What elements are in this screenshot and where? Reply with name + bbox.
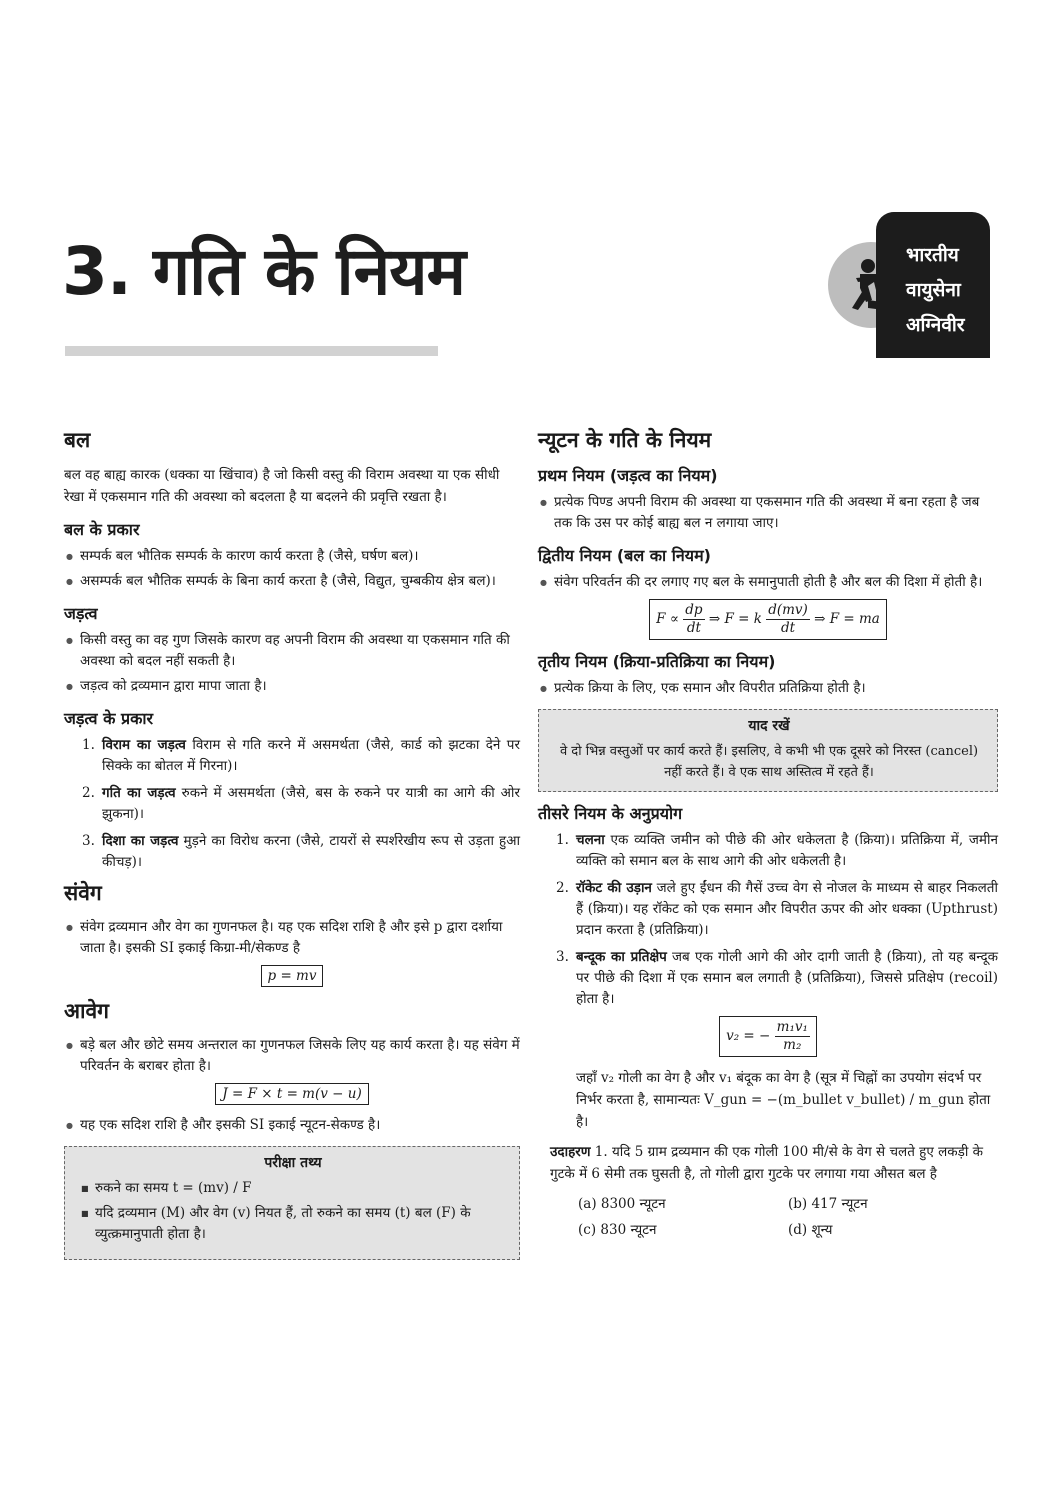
fraction bbox=[766, 602, 810, 637]
example-text: 1. यदि 5 ग्राम द्रव्यमान की एक गोली 100 मी/से के वेग से चलते हुए लकड़ी के गुटके में 6 सेमी तक घुसती है, तो गोली द्वारा गुटके पर लगाया गया औसत बल है bbox=[550, 1144, 984, 1182]
fraction-denominator: dt bbox=[780, 620, 796, 636]
item-text: विराम से गति करने में असमर्थता (जैसे, कार्ड को झटका देने पर सिक्के का बोतल में गिरना)। bbox=[102, 737, 520, 774]
formula-part: F ∝ bbox=[656, 611, 679, 627]
bal-types-list bbox=[64, 546, 520, 592]
section-heading-bal: बल bbox=[64, 428, 91, 452]
remember-title: याद रखें bbox=[748, 718, 790, 734]
momentum-formula: p = mv bbox=[261, 965, 324, 987]
list-item: ● संवेग द्रव्यमान और वेग का गुणनफल है। यह एक सदिश राशि है और इसे p द्वारा दर्शाया जाता है। इसकी SI इकाई किग्रा-मी/सेकण्ड है bbox=[64, 917, 520, 959]
heading-inertia-types: जड़त्व के प्रकार bbox=[64, 709, 154, 728]
fraction bbox=[683, 602, 704, 637]
heading-inertia: जड़त्व bbox=[64, 604, 98, 623]
brand-line: अग्निवीर bbox=[906, 314, 965, 336]
fraction-numerator: m₁v₁ bbox=[776, 1019, 808, 1035]
item-number: 1. bbox=[556, 832, 569, 848]
list-item bbox=[556, 830, 998, 872]
section-heading-newton: न्यूटन के गति के नियम bbox=[538, 428, 712, 452]
item-term: गति का जड़त्व bbox=[102, 785, 176, 801]
exam-facts-box bbox=[64, 1146, 520, 1260]
list-item: ● सम्पर्क बल भौतिक सम्पर्क के कारण कार्य करता है (जैसे, घर्षण बल)। bbox=[64, 546, 520, 567]
fraction-numerator: dp bbox=[685, 602, 703, 618]
section-heading-momentum: संवेग bbox=[64, 881, 102, 905]
list-item: ● यह एक सदिश राशि है और इसकी SI इकाई न्यूटन-सेकण्ड है। bbox=[64, 1115, 520, 1136]
option-c: (c) 830 न्यूटन bbox=[578, 1222, 657, 1238]
second-law-formula bbox=[649, 599, 887, 640]
brand-line: भारतीय bbox=[906, 244, 959, 266]
option-d: (d) शून्य bbox=[788, 1222, 833, 1238]
item-term: बन्दूक का प्रतिक्षेप bbox=[576, 949, 667, 965]
brand-line: वायुसेना bbox=[906, 279, 961, 301]
recoil-formula bbox=[719, 1016, 817, 1057]
list-item: ● असम्पर्क बल भौतिक सम्पर्क के बिना कार्य करता है (जैसे, विद्युत, चुम्बकीय क्षेत्र बल)। bbox=[64, 571, 520, 592]
left-column bbox=[64, 420, 520, 1270]
heading-third-law: तृतीय नियम (क्रिया-प्रतिक्रिया का नियम) bbox=[538, 652, 776, 671]
formula-part: ⇒ F = k bbox=[708, 611, 762, 627]
list-item bbox=[556, 947, 998, 1010]
list-item: ● किसी वस्तु का वह गुण जिसके कारण वह अपनी विराम की अवस्था या एकसमान गति की अवस्था को बदल नहीं सकती है। bbox=[64, 630, 520, 672]
list-item: ● जड़त्व को द्रव्यमान द्वारा मापा जाता है। bbox=[64, 676, 520, 697]
item-term: दिशा का जड़त्व bbox=[102, 833, 179, 849]
option-b: (b) 417 न्यूटन bbox=[788, 1196, 868, 1212]
list-item: ● प्रत्येक क्रिया के लिए, एक समान और विपरीत प्रतिक्रिया होती है। bbox=[538, 678, 998, 699]
list-item: ■ रुकने का समय t = (mv) / F bbox=[79, 1178, 507, 1199]
remember-box bbox=[538, 709, 998, 792]
heading-applications: तीसरे नियम के अनुप्रयोग bbox=[538, 804, 683, 823]
item-term: रॉकेट की उड़ान bbox=[576, 880, 652, 896]
heading-bal-types: बल के प्रकार bbox=[64, 520, 140, 539]
item-term: चलना bbox=[576, 832, 605, 848]
right-column bbox=[538, 420, 998, 1241]
second-law-list bbox=[538, 572, 998, 593]
remember-text: वे दो भिन्न वस्तुओं पर कार्य करते हैं। इसलिए, वे कभी भी एक दूसरे को निरस्त (cancel) नहीं करते हैं। वे एक साथ अस्तित्व में रहते हैं। bbox=[559, 744, 979, 780]
brand-label bbox=[876, 212, 990, 358]
section-heading-impulse: आवेग bbox=[64, 999, 109, 1023]
list-item bbox=[556, 878, 998, 941]
list-item: ■ यदि द्रव्यमान (M) और वेग (v) नियत हैं, तो रुकने का समय (t) बल (F) के व्युत्क्रमानुपाती होता है। bbox=[79, 1203, 507, 1245]
first-law-list bbox=[538, 492, 998, 534]
item-number: 3. bbox=[82, 833, 95, 849]
fraction-numerator: d(mv) bbox=[768, 602, 808, 618]
list-item: ● बड़े बल और छोटे समय अन्तराल का गुणनफल जिसके लिए यह कार्य करता है। यह संवेग में परिवर्तन के बराबर होता है। bbox=[64, 1035, 520, 1077]
answer-options bbox=[578, 1193, 998, 1241]
brand-badge bbox=[828, 212, 990, 358]
item-number: 1. bbox=[82, 737, 95, 753]
impulse-formula: J = F × t = m(v − u) bbox=[215, 1083, 368, 1105]
example-label: उदाहरण bbox=[550, 1144, 591, 1160]
impulse-note-list bbox=[64, 1115, 520, 1136]
item-number: 3. bbox=[556, 949, 569, 965]
item-text: जब एक गोली आगे की ओर दागी जाती है (क्रिया), तो यह बन्दूक पर पीछे की दिशा में एक समान बल लगाती है (प्रतिक्रिया), जिससे प्रतिक्षेप (recoil) होता है। bbox=[576, 949, 998, 1007]
list-item bbox=[82, 831, 520, 873]
momentum-list bbox=[64, 917, 520, 959]
inertia-types-list bbox=[64, 735, 520, 873]
impulse-list bbox=[64, 1035, 520, 1077]
item-text: एक व्यक्ति जमीन को पीछे की ओर धकेलता है (क्रिया)। प्रतिक्रिया में, जमीन व्यक्ति को समान बल के साथ आगे की ओर धकेलती है। bbox=[576, 832, 998, 869]
item-text: मुड़ने का विरोध करना (जैसे, टायरों से स्पर्शरेखीय रूप से उड़ता हुआ कीचड़)। bbox=[102, 833, 520, 870]
item-number: 2. bbox=[82, 785, 95, 801]
recoil-note: जहाँ v₂ गोली का वेग है और v₁ बंदूक का वेग है (सूत्र में चिह्नों का उपयोग संदर्भ पर निर्भर करता है, सामान्यतः V_gun = −(m_bullet v_bullet) / m_gun होता है। bbox=[576, 1070, 991, 1130]
third-law-list bbox=[538, 678, 998, 699]
formula-part: v₂ = − bbox=[726, 1028, 771, 1044]
formula-part: ⇒ F = ma bbox=[814, 611, 880, 627]
item-term: विराम का जड़त्व bbox=[102, 737, 186, 753]
item-text: रुकने में असमर्थता (जैसे, बस के रुकने पर यात्री का आगे की ओर झुकना)। bbox=[102, 785, 520, 822]
list-item bbox=[82, 735, 520, 777]
list-item bbox=[82, 783, 520, 825]
exam-facts-list bbox=[79, 1178, 507, 1245]
list-item: ● संवेग परिवर्तन की दर लगाए गए बल के समानुपाती होती है और बल की दिशा में होती है। bbox=[538, 572, 998, 593]
applications-list bbox=[538, 830, 998, 1010]
fraction-denominator: dt bbox=[686, 620, 701, 636]
exam-facts-title: परीक्षा तथ्य bbox=[264, 1155, 322, 1171]
item-number: 2. bbox=[556, 880, 569, 896]
heading-first-law: प्रथम नियम (जड़त्व का नियम) bbox=[538, 466, 718, 485]
fraction bbox=[775, 1019, 810, 1054]
chapter-title: 3. गति के नियम bbox=[62, 233, 465, 310]
bal-definition: बल वह बाह्य कारक (धक्का या खिंचाव) है जो किसी वस्तु की विराम अवस्था या एक सीधी रेखा में एकसमान गति की अवस्था को बदलता है या बदलने की प्रवृत्ति रखता है। bbox=[64, 467, 500, 505]
fraction-denominator: m₂ bbox=[783, 1037, 802, 1053]
inertia-list bbox=[64, 630, 520, 697]
heading-second-law: द्वितीय नियम (बल का नियम) bbox=[538, 546, 711, 565]
list-item: ● प्रत्येक पिण्ड अपनी विराम की अवस्था या एकसमान गति की अवस्था में बना रहता है जब तक कि उस पर कोई बाह्य बल न लगाया जाए। bbox=[538, 492, 998, 534]
item-text: जले हुए ईंधन की गैसें उच्च वेग से नोजल के माध्यम से बाहर निकलती हैं (क्रिया)। यह रॉकेट को एक समान और विपरीत ऊपर की ओर धक्का (Upthrust) प्रदान करता है (प्रतिक्रिया)। bbox=[576, 880, 998, 938]
option-a: (a) 8300 न्यूटन bbox=[578, 1196, 666, 1212]
example-question bbox=[538, 1141, 998, 1185]
title-underline bbox=[65, 346, 438, 356]
